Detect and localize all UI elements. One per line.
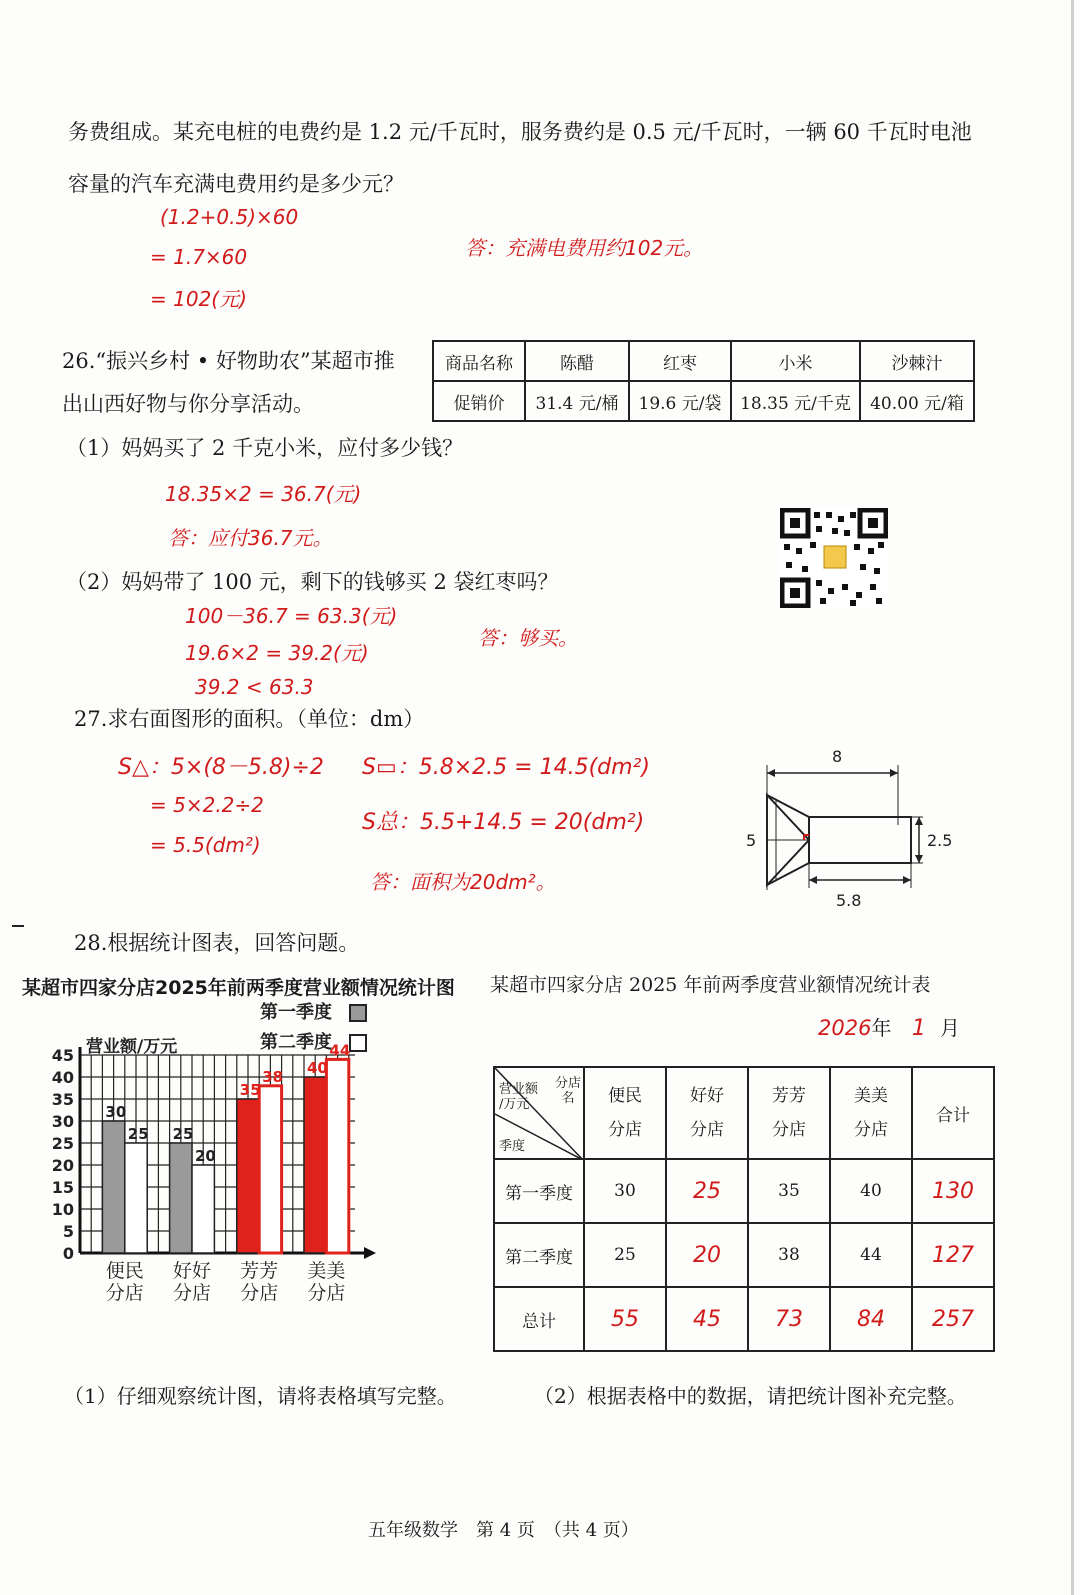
table-cell-filled: 55	[584, 1287, 666, 1351]
stats-table	[493, 1066, 995, 1352]
table-date	[818, 1012, 960, 1041]
table-title: 某超市四家分店 2025 年前两季度营业额情况统计表	[490, 974, 931, 996]
y-tick-label: 10	[51, 1200, 74, 1219]
legend-label: 第二季度	[260, 1032, 332, 1053]
y-tick-label: 20	[51, 1156, 74, 1175]
q26-sub2-work1: 100－36.7 = 63.3(元)	[185, 604, 398, 628]
bar-chart	[10, 995, 470, 1315]
table-cell-filled: 127	[912, 1223, 994, 1287]
promo-item-name: 小米	[731, 341, 860, 381]
q25-work3: = 102(元)	[150, 287, 247, 311]
x-tick-label: 分店	[105, 1282, 144, 1304]
bar-q2	[192, 1165, 214, 1253]
q25-work1: (1.2+0.5)×60	[160, 205, 299, 229]
q27-answer: 答：面积为20dm²。	[370, 870, 556, 894]
q26-intro2: 出山西好物与你分享活动。	[62, 392, 314, 416]
promo-item-name: 陈醋	[525, 341, 629, 381]
dim-bottom-label: 5.8	[836, 891, 862, 910]
data-label: 38	[262, 1067, 284, 1086]
q26-sub2: （2）妈妈带了 100 元，剩下的钱够买 2 袋红枣吗？	[66, 570, 559, 594]
legend-swatch-q1	[350, 1005, 366, 1021]
table-cell-filled: 130	[912, 1159, 994, 1223]
col-header-text: 美美分店	[854, 1086, 888, 1140]
q27-shape-figure	[740, 740, 970, 915]
corner-top: 分店	[554, 1076, 581, 1091]
data-label: 30	[105, 1103, 127, 1121]
y-tick-label: 15	[51, 1178, 74, 1197]
table-cell: 44	[830, 1223, 912, 1287]
col-header	[830, 1067, 912, 1159]
promo-item-price: 19.6 元/袋	[629, 381, 731, 421]
promo-header-name: 商品名称	[433, 341, 525, 381]
promo-item-price: 18.35 元/千克	[731, 381, 860, 421]
dim-top-label: 8	[832, 747, 843, 766]
table-cell-filled: 45	[666, 1287, 748, 1351]
x-tick-label: 便民	[105, 1260, 144, 1282]
bar-q1	[170, 1143, 192, 1253]
q26-sub1-answer: 答：应付36.7元。	[168, 526, 333, 550]
data-label: 35	[239, 1081, 261, 1099]
row-label: 总计	[494, 1287, 584, 1351]
y-tick-label: 35	[51, 1090, 74, 1109]
table-cell: 35	[748, 1159, 830, 1223]
table-cell-filled: 20	[666, 1223, 748, 1287]
q26-sub2-work3: 39.2 < 63.3	[195, 675, 314, 699]
q26-sub2-work2: 19.6×2 = 39.2(元)	[185, 641, 369, 665]
y-axis-label: 营业额/万元	[86, 1037, 178, 1057]
x-tick-label: 分店	[240, 1282, 279, 1304]
row-label: 第二季度	[494, 1223, 584, 1287]
col-header	[666, 1067, 748, 1159]
y-tick-label: 25	[51, 1134, 74, 1153]
table-cell-filled: 25	[666, 1159, 748, 1223]
promo-table	[432, 340, 975, 422]
table-cell: 38	[748, 1223, 830, 1287]
x-tick-label: 分店	[307, 1282, 346, 1304]
bar-q2	[326, 1059, 348, 1253]
data-label: 25	[172, 1125, 194, 1143]
table-cell: 30	[584, 1159, 666, 1223]
bar-q1	[102, 1121, 124, 1253]
table-cell-filled: 257	[912, 1287, 994, 1351]
table-corner-header	[494, 1067, 584, 1159]
col-header: 合计	[912, 1067, 994, 1159]
data-label: 20	[195, 1147, 216, 1165]
q25-line1: 务费组成。某充电桩的电费约是 1.2 元/千瓦时，服务费约是 0.5 元/千瓦时，一辆 60 千瓦时电池	[68, 120, 972, 144]
col-header	[584, 1067, 666, 1159]
legend-label: 第一季度	[260, 1002, 332, 1023]
x-tick-label: 分店	[172, 1282, 212, 1304]
row-label: 第一季度	[494, 1159, 584, 1223]
q26-intro1: 26.“振兴乡村 • 好物助农”某超市推	[62, 349, 395, 373]
date-month-unit: 月	[939, 1016, 960, 1040]
date-month: 1	[911, 1016, 926, 1041]
y-tick-label: 5	[62, 1222, 74, 1241]
q28-question: 28.根据统计图表，回答问题。	[74, 931, 360, 955]
bar-q1	[237, 1099, 259, 1253]
corner-left1: 营业额	[499, 1082, 539, 1097]
q28-sub1: （1）仔细观察统计图，请将表格填写完整。	[64, 1384, 457, 1408]
q27-tri2: = 5×2.2÷2	[150, 793, 264, 817]
q27-rect: S▭：5.8×2.5 = 14.5(dm²)	[362, 755, 650, 780]
page-footer: 五年级数学 第 4 页 （共 4 页）	[368, 1520, 639, 1541]
q26-sub2-answer: 答：够买。	[478, 626, 578, 650]
q26-sub1: （1）妈妈买了 2 千克小米，应付多少钱？	[66, 436, 464, 460]
q28-sub2: （2）根据表格中的数据，请把统计图补充完整。	[534, 1384, 967, 1408]
x-tick-label: 好好	[172, 1260, 212, 1282]
x-axis-arrow	[364, 1247, 376, 1259]
y-tick-label: 45	[51, 1046, 74, 1065]
dim-left-label: 5	[746, 831, 757, 850]
x-tick-label: 美美	[307, 1260, 346, 1282]
promo-item-name: 沙棘汁	[860, 341, 974, 381]
legend-swatch-q2	[350, 1035, 366, 1051]
date-year-unit: 年	[871, 1016, 892, 1040]
promo-item-price: 40.00 元/箱	[860, 381, 974, 421]
corner-mid: 名	[561, 1091, 575, 1106]
col-header-text: 芳芳分店	[772, 1086, 806, 1140]
q25-answer: 答：充满电费用约102元。	[465, 236, 704, 260]
y-tick-label: 40	[51, 1068, 74, 1087]
q27-tri3: = 5.5(dm²)	[150, 833, 261, 857]
dim-right-label: 2.5	[927, 831, 953, 850]
col-header-text: 便民分店	[608, 1086, 642, 1140]
table-cell: 25	[584, 1223, 666, 1287]
date-year: 2026	[818, 1016, 872, 1040]
data-label: 44	[329, 1041, 351, 1060]
promo-header-price: 促销价	[433, 381, 525, 421]
q27-total: S总：5.5+14.5 = 20(dm²)	[362, 810, 645, 835]
data-label: 25	[127, 1125, 149, 1143]
q27-question: 27.求右面图形的面积。（单位：dm）	[74, 707, 425, 731]
q25-line2: 容量的汽车充满电费用约是多少元？	[68, 172, 404, 196]
promo-item-price: 31.4 元/桶	[525, 381, 629, 421]
y-tick-label: 0	[62, 1244, 74, 1263]
promo-item-name: 红枣	[629, 341, 731, 381]
bar-q2	[125, 1143, 147, 1253]
chart-title: 某超市四家分店2025年前两季度营业额情况统计图	[22, 977, 455, 999]
y-tick-label: 30	[51, 1112, 74, 1131]
x-tick-label: 芳芳	[240, 1260, 279, 1282]
page-edge	[1071, 0, 1074, 1595]
col-header-text: 好好分店	[690, 1086, 724, 1140]
bar-q1	[304, 1077, 326, 1253]
corner-bottom: 季度	[499, 1139, 526, 1154]
q26-sub1-work: 18.35×2 = 36.7(元)	[165, 482, 362, 506]
table-cell-filled: 73	[748, 1287, 830, 1351]
q27-tri1: S△：5×(8－5.8)÷2	[118, 755, 324, 780]
bar-q2	[259, 1086, 281, 1253]
margin-mark	[12, 925, 24, 927]
qr-code-icon	[780, 508, 888, 608]
q25-work2: = 1.7×60	[150, 245, 248, 269]
col-header	[748, 1067, 830, 1159]
table-cell-filled: 84	[830, 1287, 912, 1351]
data-label: 40	[307, 1059, 328, 1077]
table-cell: 40	[830, 1159, 912, 1223]
corner-left2: /万元	[499, 1097, 530, 1112]
